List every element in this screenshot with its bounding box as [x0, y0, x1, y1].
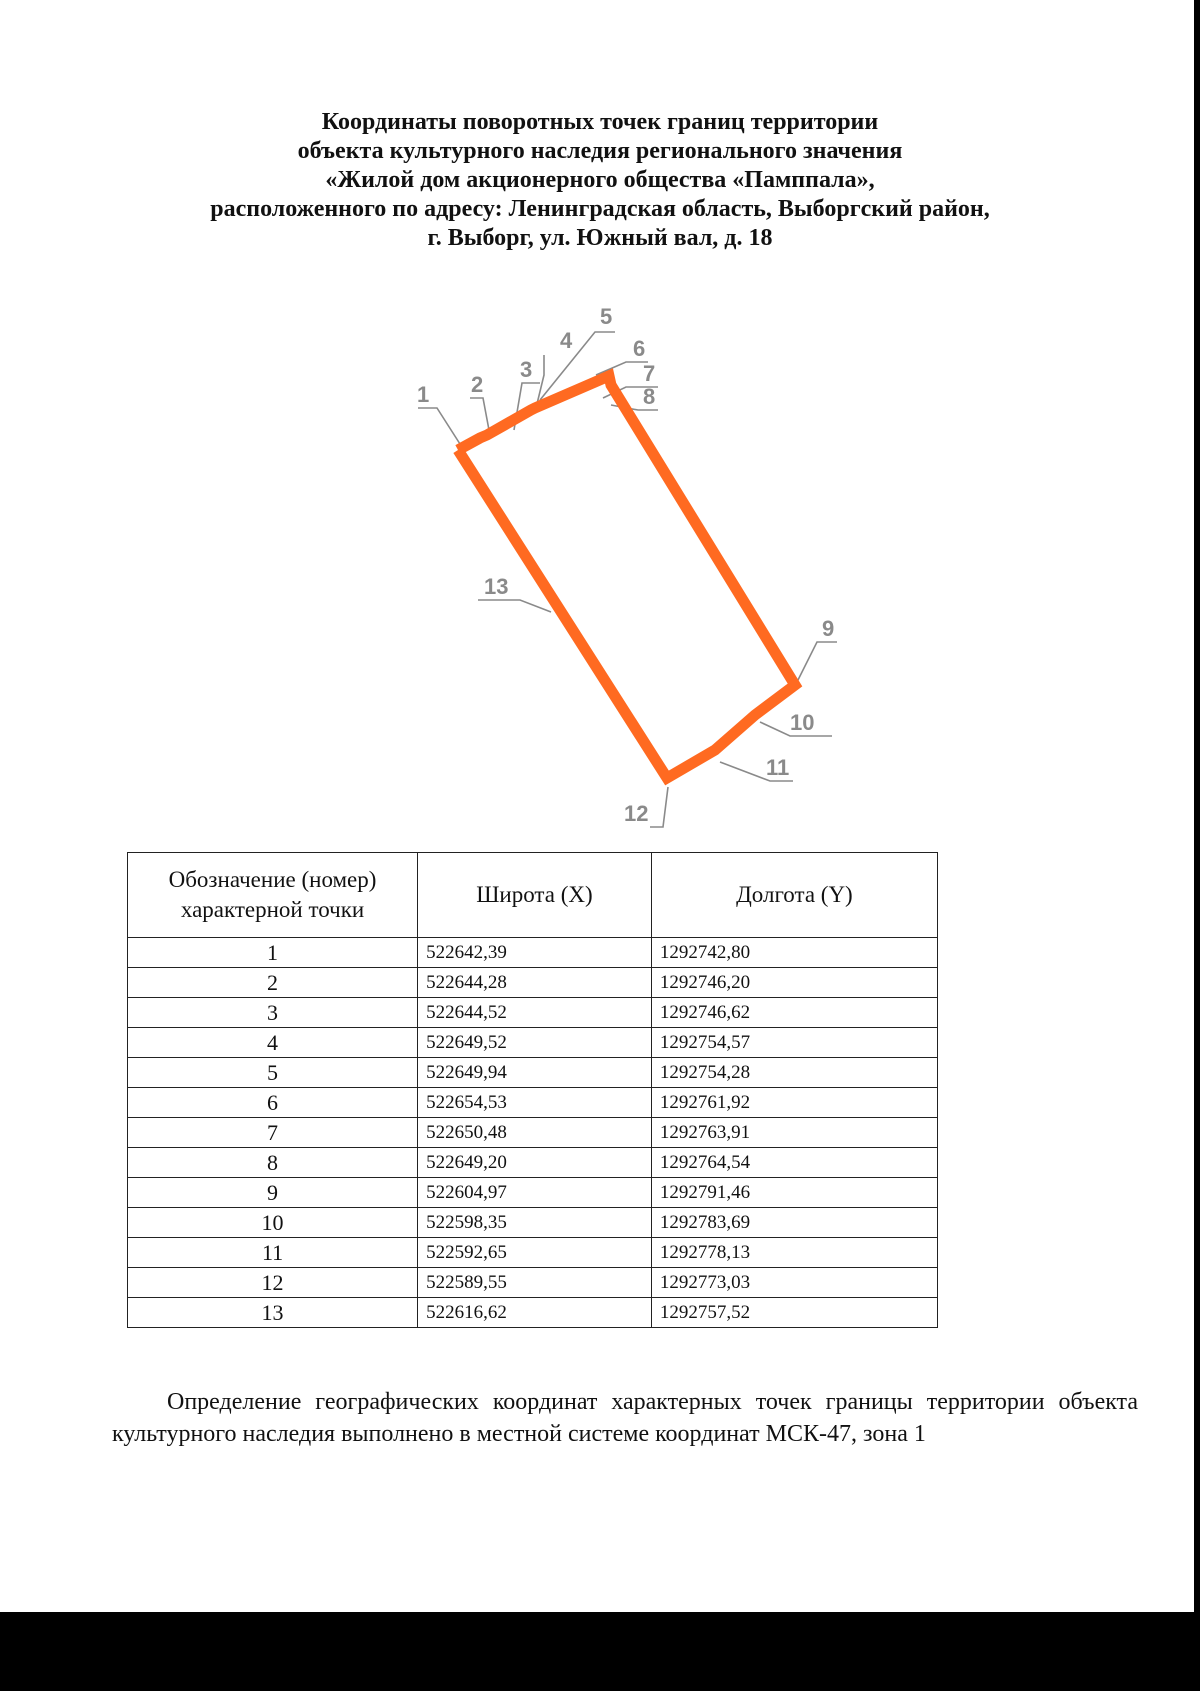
table-row — [128, 1118, 938, 1148]
cell-longitude: 1292757,52 — [651, 1298, 937, 1328]
point-labels — [417, 304, 834, 826]
cell-longitude: 1292746,62 — [651, 998, 937, 1028]
cell-point-number: 5 — [128, 1058, 418, 1088]
table-row — [128, 1268, 938, 1298]
cell-latitude: 522589,55 — [418, 1268, 652, 1298]
cell-latitude: 522649,94 — [418, 1058, 652, 1088]
table-row — [128, 1088, 938, 1118]
cell-longitude: 1292764,54 — [651, 1148, 937, 1178]
boundary-plan-svg — [400, 290, 860, 850]
title-line: Координаты поворотных точек границ территории — [321, 109, 879, 135]
leader-2 — [470, 398, 489, 430]
table-row — [128, 1208, 938, 1238]
boundary-plan — [400, 290, 860, 850]
cell-latitude: 522598,35 — [418, 1208, 652, 1238]
header-point-number: Обозначение (номер) характерной точки — [128, 853, 418, 938]
cell-point-number: 3 — [128, 998, 418, 1028]
cell-point-number: 7 — [128, 1118, 418, 1148]
point-label-11: 11 — [766, 755, 790, 780]
coordinates-table — [127, 852, 938, 1328]
point-label-7: 7 — [643, 361, 656, 386]
point-label-12: 12 — [624, 801, 649, 826]
cell-latitude: 522604,97 — [418, 1178, 652, 1208]
point-label-13: 13 — [484, 574, 509, 599]
table-row — [128, 998, 938, 1028]
cell-point-number: 4 — [128, 1028, 418, 1058]
title-line: г. Выборг, ул. Южный вал, д. 18 — [427, 225, 773, 251]
cell-longitude: 1292783,69 — [651, 1208, 937, 1238]
cell-longitude: 1292742,80 — [651, 938, 937, 968]
leader-12 — [650, 787, 668, 827]
cell-latitude: 522654,53 — [418, 1088, 652, 1118]
cell-point-number: 6 — [128, 1088, 418, 1118]
point-label-5: 5 — [600, 304, 613, 329]
cell-latitude: 522616,62 — [418, 1298, 652, 1328]
cell-latitude: 522644,28 — [418, 968, 652, 998]
cell-latitude: 522642,39 — [418, 938, 652, 968]
cell-point-number: 10 — [128, 1208, 418, 1238]
table-row — [128, 968, 938, 998]
leader-9 — [796, 642, 837, 684]
scan-edge-right — [1194, 0, 1200, 1691]
header-latitude: Широта (X) — [418, 853, 652, 938]
cell-longitude: 1292754,28 — [651, 1058, 937, 1088]
leader-13 — [478, 600, 551, 612]
table-row — [128, 1028, 938, 1058]
cell-point-number: 9 — [128, 1178, 418, 1208]
table-row — [128, 1298, 938, 1328]
cell-latitude: 522650,48 — [418, 1118, 652, 1148]
cell-longitude: 1292761,92 — [651, 1088, 937, 1118]
point-label-9: 9 — [822, 616, 835, 641]
cell-longitude: 1292773,03 — [651, 1268, 937, 1298]
cell-point-number: 13 — [128, 1298, 418, 1328]
point-label-8: 8 — [643, 384, 656, 409]
cell-longitude: 1292791,46 — [651, 1178, 937, 1208]
cell-latitude: 522649,20 — [418, 1148, 652, 1178]
header-longitude: Долгота (Y) — [651, 853, 937, 938]
scan-bottom-bar — [0, 1612, 1200, 1691]
table-row — [128, 1058, 938, 1088]
leader-1 — [418, 408, 460, 444]
point-label-10: 10 — [790, 710, 815, 735]
title-line: расположенного по адресу: Ленинградская область, Выборгский район, — [210, 196, 990, 222]
table-row — [128, 1148, 938, 1178]
cell-latitude: 522592,65 — [418, 1238, 652, 1268]
cell-point-number: 1 — [128, 938, 418, 968]
table-row — [128, 938, 938, 968]
table-row — [128, 1238, 938, 1268]
cell-point-number: 8 — [128, 1148, 418, 1178]
coordinate-system-note: Определение географических координат характерных точек границы территории объекта культурного наследия выполнено в местной системе координат МСК-47, зона 1 — [112, 1389, 1138, 1447]
point-label-2: 2 — [471, 372, 484, 397]
title-line: «Жилой дом акционерного общества «Памппала», — [325, 167, 875, 193]
point-label-6: 6 — [633, 336, 646, 361]
cell-point-number: 11 — [128, 1238, 418, 1268]
cell-point-number: 12 — [128, 1268, 418, 1298]
cell-longitude: 1292763,91 — [651, 1118, 937, 1148]
territory-boundary — [458, 376, 795, 778]
document-title — [100, 108, 1100, 253]
table-header-row — [128, 853, 938, 938]
cell-longitude: 1292778,13 — [651, 1238, 937, 1268]
cell-longitude: 1292746,20 — [651, 968, 937, 998]
cell-longitude: 1292754,57 — [651, 1028, 937, 1058]
point-label-3: 3 — [520, 357, 533, 382]
table-row — [128, 1178, 938, 1208]
cell-latitude: 522649,52 — [418, 1028, 652, 1058]
title-line: объекта культурного наследия регионального значения — [297, 138, 903, 164]
cell-point-number: 2 — [128, 968, 418, 998]
cell-latitude: 522644,52 — [418, 998, 652, 1028]
point-label-4: 4 — [560, 328, 573, 353]
point-label-1: 1 — [417, 382, 430, 407]
